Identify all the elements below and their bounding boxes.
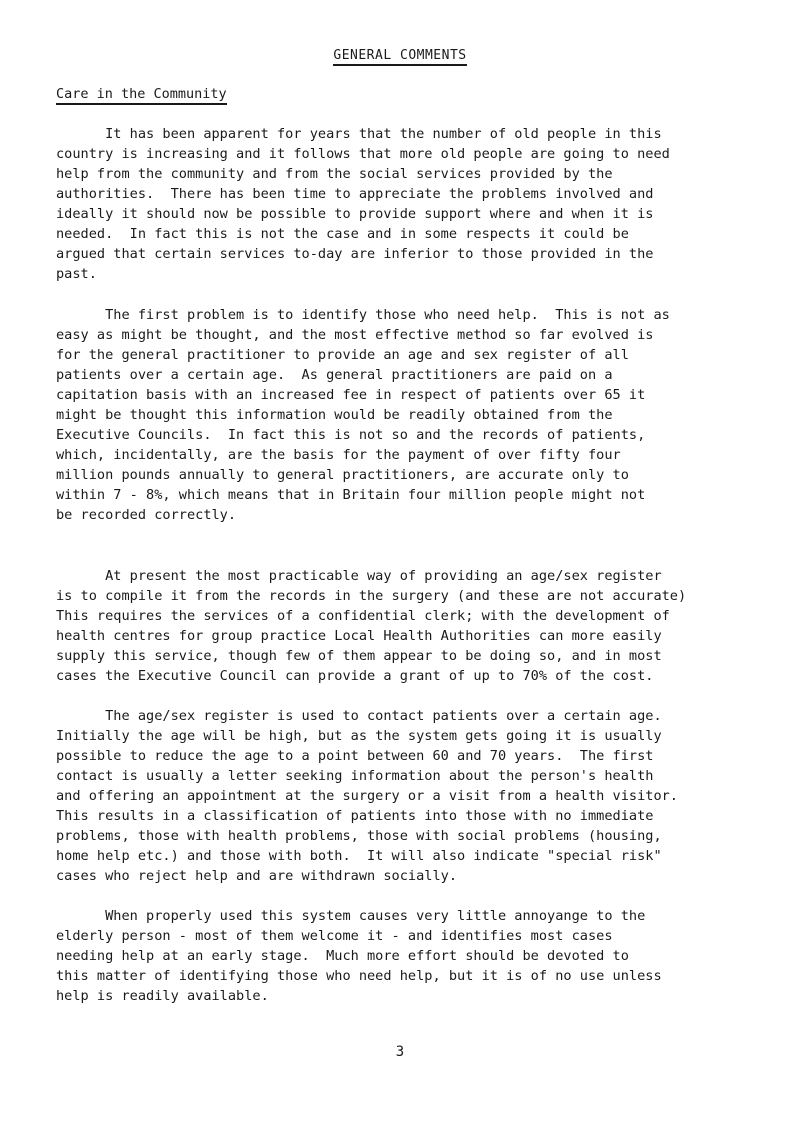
section-heading [0, 48, 800, 63]
paragraph-5: When properly used this system causes very little annoyange to the elderly person - most of them welcome it - and identifies most cases needing help at an early stage. Much more effort should be devoted to this matter of identifying those who need help, but it is of no use unless help is readily available. [56, 908, 662, 1004]
paragraph-3: At present the most practicable way of providing an age/sex register is to compile it from the records in the surgery (and these are not accurate) This requires the services of a confidential clerk; with the development of health centres for group practice Local Health Authorities can more easily supply this service, though few of them appear to be doing so, and in most cases the Executive Council can provide a grant of up to 70% of the cost. [56, 568, 687, 684]
subsection-heading [56, 86, 227, 102]
paragraph-1: It has been apparent for years that the number of old people in this country is increasing and it follows that more old people are going to need help from the community and from the social services provided by the authorities. There has been time to appreciate the problems involved and ideally it should now be possible to provide support where and when it is needed. In fact this is not the case and in some respects it could be argued that certain services to-day are inferior to those provided in the past. [56, 126, 670, 282]
section-heading-text: GENERAL COMMENTS [333, 48, 466, 66]
paragraph-2: The first problem is to identify those who need help. This is not as easy as might be thought, and the most effective method so far evolved is for the general practitioner to provide an age and sex register of all patients over a certain age. As general practitioners are paid on a capitation basis with an increased fee in respect of patients over 65 it might be thought this information would be readily obtained from the Executive Councils. In fact this is not so and the records of patients, which, incidentally, are the basis for the payment of over fifty four million pounds annually to general practitioners, are accurate only to within 7 - 8%, which means that in Britain four million people might not be recorded correctly. [56, 307, 670, 523]
page-number: 3 [395, 1044, 405, 1060]
paragraph-4: The age/sex register is used to contact patients over a certain age. Initially the age will be high, but as the system gets going it is usually possible to reduce the age to a point between 60 and 70 years. The first contact is usually a letter seeking information about the person's health and offering an appointment at the surgery or a visit from a health visitor. This results in a classification of patients into those with no immediate problems, those with health problems, those with social problems (housing, home help etc.) and those with both. It will also indicate "special risk" cases who reject help and are withdrawn socially. [56, 708, 678, 884]
subsection-heading-text: Care in the Community [56, 86, 227, 105]
